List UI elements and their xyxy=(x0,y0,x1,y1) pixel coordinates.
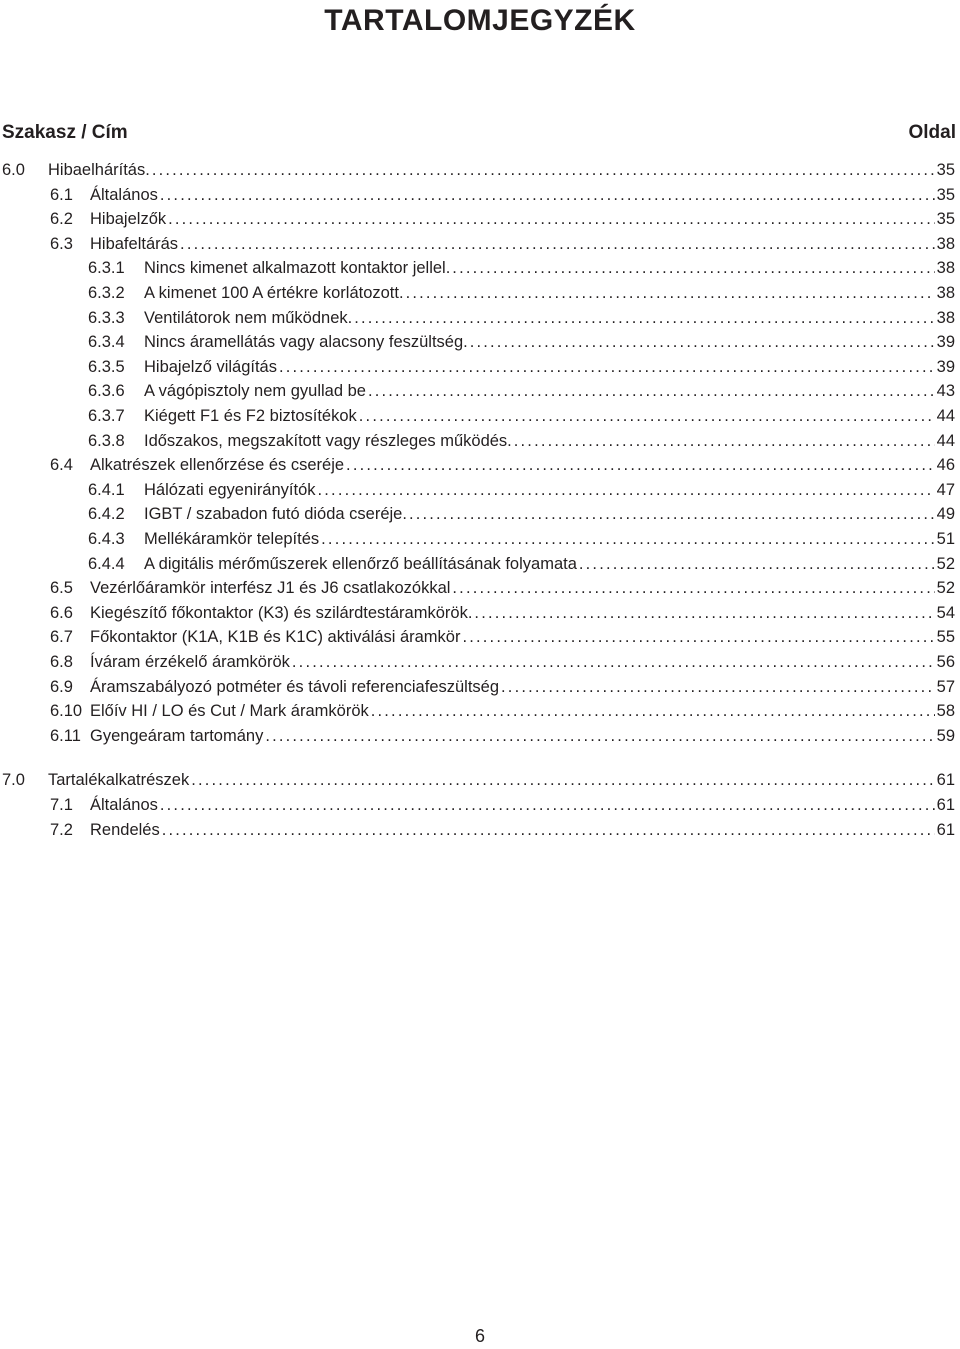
toc-entry-number: 7.1 xyxy=(50,796,73,814)
dot-leader xyxy=(265,724,934,749)
header-page: Oldal xyxy=(908,122,956,143)
toc-entry-title: Alkatrészek ellenőrzése és cseréje xyxy=(90,456,345,475)
dot-leader xyxy=(354,306,934,331)
toc-entry-title: Nincs kimenet alkalmazott kontaktor jellel. xyxy=(144,259,451,278)
dot-leader xyxy=(359,404,935,429)
toc-entry-page: 59 xyxy=(936,726,955,745)
toc-entry-number: 6.5 xyxy=(50,579,73,598)
toc-entry-page: 58 xyxy=(936,702,955,721)
dot-leader xyxy=(292,650,935,675)
toc-entry[interactable] xyxy=(0,355,955,380)
toc-entry-page: 46 xyxy=(936,456,955,475)
toc-entry-title: Gyengeáram tartomány xyxy=(90,726,264,745)
toc-entry-number: 6.7 xyxy=(50,628,73,647)
dot-leader xyxy=(514,429,935,454)
toc-entry-number: 6.4.2 xyxy=(88,505,125,524)
toc-entry-title: A kimenet 100 A értékre korlátozott. xyxy=(144,284,404,302)
toc-entry-title: Mellékáramkör telepítés xyxy=(144,530,320,548)
toc-entry-title: Főkontaktor (K1A, K1B és K1C) aktiválási áramkör xyxy=(90,628,461,647)
toc-entry[interactable] xyxy=(0,158,955,183)
toc-entry-page: 56 xyxy=(936,653,955,671)
toc-entry-number: 6.3.4 xyxy=(88,333,125,352)
toc-entry-number: 7.2 xyxy=(50,820,73,839)
toc-entry[interactable] xyxy=(0,330,955,355)
toc-entry[interactable] xyxy=(0,256,955,281)
toc-entry[interactable] xyxy=(0,429,955,454)
dot-leader xyxy=(452,576,934,601)
page-number: 6 xyxy=(474,1326,485,1346)
toc-entry-number: 6.9 xyxy=(50,677,73,696)
toc-entry-number: 6.8 xyxy=(50,653,73,671)
page-title: TARTALOMJEGYZÉK xyxy=(324,4,636,37)
toc-entry-page: 43 xyxy=(936,382,955,401)
toc-entry[interactable] xyxy=(0,650,955,675)
toc-entry-title: Rendelés xyxy=(90,820,160,839)
toc-entry-page: 39 xyxy=(936,333,955,352)
toc-entry-title: Hibajelzők xyxy=(90,210,167,229)
toc-entry-page: 47 xyxy=(936,480,955,499)
toc-entry[interactable] xyxy=(0,281,955,306)
toc-entry-number: 6.1 xyxy=(50,185,73,204)
toc-entry-title: Kiégett F1 és F2 biztosítékok xyxy=(144,407,357,425)
toc-entry[interactable] xyxy=(0,379,955,404)
dot-leader xyxy=(501,675,935,700)
toc-entry[interactable] xyxy=(0,207,955,232)
toc-entry-page: 35 xyxy=(936,185,955,204)
dot-leader xyxy=(152,158,935,183)
toc-header xyxy=(2,122,956,144)
dot-leader xyxy=(462,625,934,650)
dot-leader xyxy=(191,768,934,793)
toc-entry-number: 6.3 xyxy=(50,234,73,253)
toc-entry-page: 55 xyxy=(936,628,955,647)
dot-leader xyxy=(162,818,935,843)
toc-entry-number: 6.3.7 xyxy=(88,407,125,425)
toc-entry-number: 6.4.1 xyxy=(88,480,125,499)
toc-entry-page: 38 xyxy=(936,284,955,302)
toc-entry-title: Hálózati egyenirányítók xyxy=(144,480,316,499)
toc-entry-page: 35 xyxy=(936,161,955,179)
dot-leader xyxy=(346,453,935,478)
toc-entry-number: 6.3.6 xyxy=(88,382,125,401)
dot-leader xyxy=(160,183,935,208)
toc-entry[interactable] xyxy=(0,768,955,793)
toc-entry-number: 6.4 xyxy=(50,456,73,475)
dot-leader xyxy=(371,699,935,724)
toc-entry[interactable] xyxy=(0,601,955,626)
toc-entry-number: 6.3.1 xyxy=(88,259,125,278)
toc-entry-page: 51 xyxy=(936,530,955,548)
toc-entry[interactable] xyxy=(0,576,955,601)
toc-entry-page: 38 xyxy=(936,234,955,253)
toc-entry-page: 61 xyxy=(936,796,955,814)
toc-entry-number: 7.0 xyxy=(2,771,25,790)
dot-leader xyxy=(474,601,934,626)
toc-entry-title: Hibaelhárítás. xyxy=(48,161,150,179)
toc-entry-title: Nincs áramellátás vagy alacsony feszültség. xyxy=(144,333,468,352)
toc-entry-number: 6.3.2 xyxy=(88,284,125,302)
toc-entry-page: 57 xyxy=(936,677,955,696)
toc-entry-number: 6.11 xyxy=(50,726,81,745)
toc-entry-number: 6.10 xyxy=(50,702,83,721)
toc-entry-page: 38 xyxy=(936,259,955,278)
toc-entry-number: 6.3.5 xyxy=(88,357,125,376)
dot-leader xyxy=(579,552,935,577)
toc-entry-title: A digitális mérőműszerek ellenőrző beállításának folyamata xyxy=(144,554,577,573)
toc-entry[interactable] xyxy=(0,527,955,552)
toc-entry-number: 6.4.3 xyxy=(88,530,125,548)
dot-leader xyxy=(470,330,935,355)
toc-entry-title: Hibafeltárás xyxy=(90,234,179,253)
toc-entry-page: 44 xyxy=(936,407,955,425)
toc-entry[interactable] xyxy=(0,724,955,749)
toc-entry-page: 52 xyxy=(936,579,955,598)
dot-leader xyxy=(368,379,935,404)
toc-entry-title: A vágópisztoly nem gyullad be xyxy=(144,382,366,401)
toc-entry[interactable] xyxy=(0,699,955,724)
toc-entry-page: 35 xyxy=(936,210,955,229)
toc-entry-page: 44 xyxy=(936,431,955,450)
toc-entry-title: Általános xyxy=(90,185,158,204)
toc-entry-number: 6.0 xyxy=(2,161,25,179)
dot-leader xyxy=(409,502,935,527)
toc-entry-page: 54 xyxy=(936,603,955,622)
toc-entry[interactable] xyxy=(0,306,955,331)
dot-leader xyxy=(318,478,935,503)
toc-entry[interactable] xyxy=(0,404,955,429)
toc-entry[interactable] xyxy=(0,183,955,208)
toc-entry-title: Vezérlőáramkör interfész J1 és J6 csatlakozókkal xyxy=(90,579,451,598)
toc-entry[interactable] xyxy=(0,478,955,503)
dot-leader xyxy=(406,281,935,306)
toc-entry-title: Előív HI / LO és Cut / Mark áramkörök xyxy=(90,702,369,721)
dot-leader xyxy=(160,793,935,818)
dot-leader xyxy=(168,207,935,232)
toc-entry-number: 6.4.4 xyxy=(88,554,125,573)
toc-entry-title: Hibajelző világítás xyxy=(144,357,277,376)
toc-entry-page: 61 xyxy=(936,771,955,790)
toc-entry[interactable] xyxy=(0,793,955,818)
toc-entry-title: Kiegészítő főkontaktor (K3) és szilárdtestáramkörök. xyxy=(90,603,473,622)
toc-entry-title: Íváram érzékelő áramkörök xyxy=(90,653,290,671)
dot-leader xyxy=(452,256,934,281)
toc-entry-number: 6.3.3 xyxy=(88,308,125,327)
toc-entry-page: 61 xyxy=(936,820,955,839)
dot-leader xyxy=(279,355,935,380)
toc-entry-title: Ventilátorok nem működnek. xyxy=(144,308,353,327)
toc-entry-title: Időszakos, megszakított vagy részleges működés. xyxy=(144,431,512,450)
toc-entry[interactable] xyxy=(0,552,955,577)
toc-entry[interactable] xyxy=(0,232,955,257)
toc-entry-title: Áramszabályozó potméter és távoli referenciafeszültség xyxy=(90,677,500,696)
toc-entry[interactable] xyxy=(0,675,955,700)
toc-entry-number: 6.3.8 xyxy=(88,431,125,450)
toc-entry-title: Tartalékalkatrészek xyxy=(48,771,190,790)
toc-entry-page: 39 xyxy=(936,357,955,376)
toc-entry[interactable] xyxy=(0,502,955,527)
dot-leader xyxy=(180,232,935,257)
toc-entry-page: 38 xyxy=(936,308,955,327)
toc-entry-number: 6.6 xyxy=(50,603,73,622)
toc-entry-number: 6.2 xyxy=(50,210,73,229)
toc-entry[interactable] xyxy=(0,818,955,843)
toc-entry[interactable] xyxy=(0,453,955,478)
toc-entry-title: Általános xyxy=(90,796,158,814)
toc-entry-page: 52 xyxy=(936,554,955,573)
toc-entry[interactable] xyxy=(0,625,955,650)
header-section-title: Szakasz / Cím xyxy=(2,122,128,143)
dot-leader xyxy=(321,527,934,552)
toc-entry-title: IGBT / szabadon futó dióda cseréje. xyxy=(144,505,407,524)
toc-entry-page: 49 xyxy=(936,505,955,524)
